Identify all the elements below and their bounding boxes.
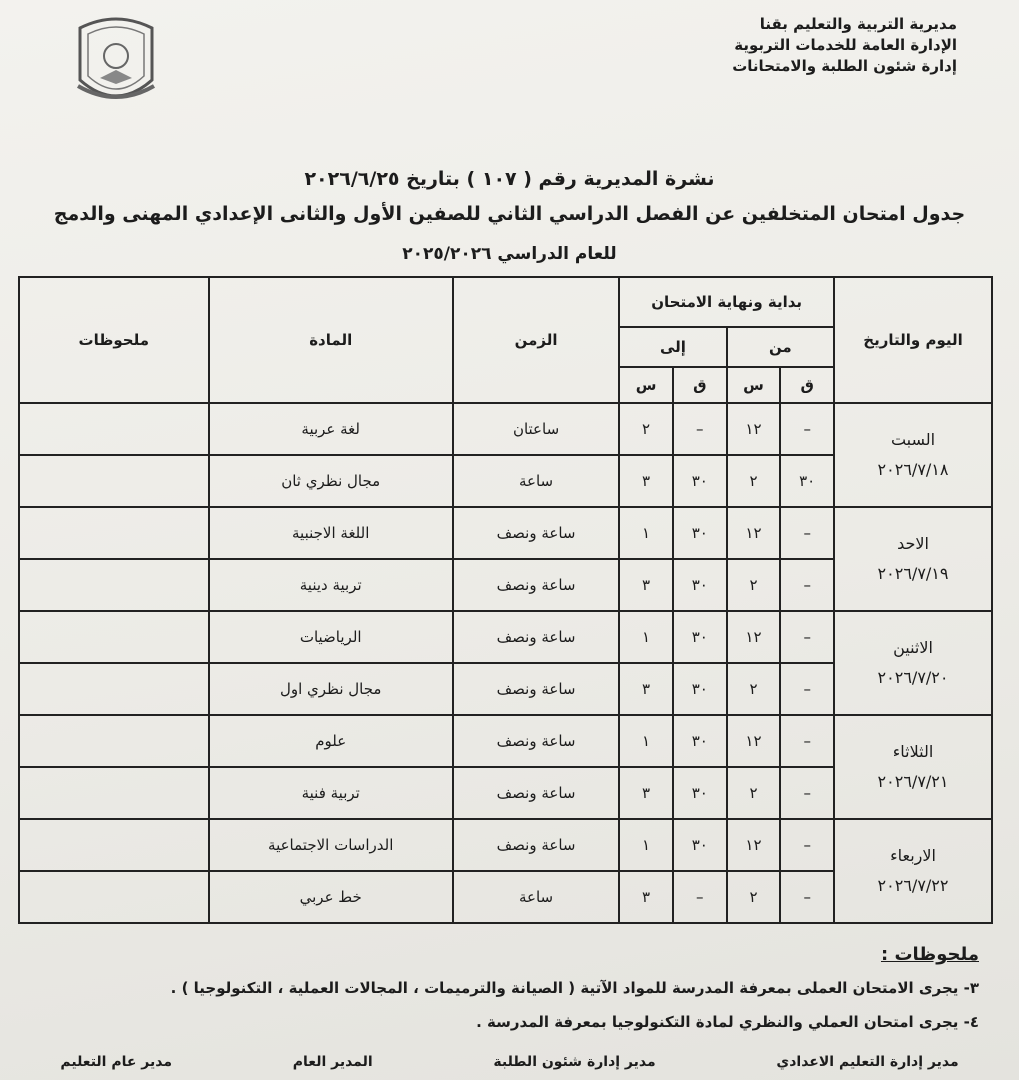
signature-title: المدير العام: [292, 1054, 373, 1070]
to-hour: ٣: [619, 663, 673, 715]
duration: ساعة: [453, 871, 619, 923]
table-row: [19, 819, 992, 871]
from-hour: ١٢: [727, 715, 781, 767]
notes-cell: [19, 767, 209, 819]
duration: ساعة ونصف: [453, 767, 619, 819]
note-item: ٤- يجرى امتحان العملي والنظري لمادة التكنولوجيا بمعرفة المدرسة .: [476, 1013, 979, 1031]
from-minute: –: [780, 663, 834, 715]
notes-cell: [19, 611, 209, 663]
notes-cell: [19, 559, 209, 611]
to-hour: ١: [619, 715, 673, 767]
day-date-cell: [834, 507, 992, 611]
table-row: [19, 507, 992, 559]
duration: ساعة ونصف: [453, 663, 619, 715]
from-minute: –: [780, 715, 834, 767]
subject: اللغة الاجنبية: [209, 507, 453, 559]
subject: الرياضيات: [209, 611, 453, 663]
duration: ساعة ونصف: [453, 819, 619, 871]
subject: تربية فنية: [209, 767, 453, 819]
to-minute: ٣٠: [673, 819, 727, 871]
to-minute: ٣٠: [673, 507, 727, 559]
day-name: السبت: [890, 430, 936, 449]
to-minute: ٣٠: [673, 611, 727, 663]
ministry-emblem-icon: [70, 8, 162, 118]
notes-cell: [19, 507, 209, 559]
from-minute: –: [780, 767, 834, 819]
duration: ساعة ونصف: [453, 559, 619, 611]
to-minute: ٣٠: [673, 715, 727, 767]
header-notes: ملحوظات: [19, 277, 209, 403]
table-row: [19, 715, 992, 767]
notes-cell: [19, 871, 209, 923]
from-hour: ٢: [727, 455, 781, 507]
signature-row: [0, 1054, 1019, 1070]
header-subject: المادة: [209, 277, 453, 403]
subject: تربية دينية: [209, 559, 453, 611]
exam-date: ٢٠٢٦/٧/٢٢: [877, 876, 949, 895]
day-name: الاحد: [897, 534, 929, 553]
signature-title: مدير إدارة شئون الطلبة: [493, 1054, 656, 1070]
from-hour: ١٢: [727, 819, 781, 871]
duration: ساعة ونصف: [453, 507, 619, 559]
header-line: الإدارة العامة للخدمات التربوية: [734, 36, 957, 54]
to-hour: ٣: [619, 767, 673, 819]
header-to: إلى: [619, 327, 726, 367]
header-hour: س: [619, 367, 673, 403]
from-minute: –: [780, 819, 834, 871]
to-minute: –: [673, 871, 727, 923]
signature-title: مدير إدارة التعليم الاعدادي: [776, 1054, 959, 1070]
subject: الدراسات الاجتماعية: [209, 819, 453, 871]
to-hour: ٢: [619, 403, 673, 455]
to-hour: ١: [619, 819, 673, 871]
to-minute: ٣٠: [673, 559, 727, 611]
notes-section: [19, 944, 979, 1047]
header-start-end: بداية ونهاية الامتحان: [619, 277, 834, 327]
subject: علوم: [209, 715, 453, 767]
from-minute: –: [780, 559, 834, 611]
duration: ساعة ونصف: [453, 611, 619, 663]
notes-cell: [19, 663, 209, 715]
notes-cell: [19, 819, 209, 871]
exam-date: ٢٠٢٦/٧/٢١: [877, 772, 949, 791]
exam-schedule-table: [18, 276, 993, 924]
from-minute: –: [780, 611, 834, 663]
exam-date: ٢٠٢٦/٧/١٨: [877, 460, 949, 479]
duration: ساعة: [453, 455, 619, 507]
from-hour: ١٢: [727, 611, 781, 663]
header-minute: ق: [673, 367, 727, 403]
table-row: [19, 403, 992, 455]
day-date-cell: [834, 715, 992, 819]
from-hour: ٢: [727, 559, 781, 611]
from-minute: –: [780, 507, 834, 559]
exam-date: ٢٠٢٦/٧/١٩: [877, 564, 949, 583]
notes-cell: [19, 715, 209, 767]
from-hour: ١٢: [727, 507, 781, 559]
to-minute: –: [673, 403, 727, 455]
header-hour: س: [727, 367, 781, 403]
header-line: إدارة شئون الطلبة والامتحانات: [732, 57, 957, 75]
day-date-cell: [834, 611, 992, 715]
notes-cell: [19, 455, 209, 507]
subject: مجال نظري اول: [209, 663, 453, 715]
day-name: الاربعاء: [890, 846, 936, 865]
from-hour: ١٢: [727, 403, 781, 455]
from-minute: –: [780, 871, 834, 923]
bulletin-title: نشرة المديرية رقم ( ١٠٧ ) بتاريخ ٢٠٢٦/٦/٢٥: [304, 168, 715, 190]
notes-title: ملحوظات :: [880, 944, 979, 965]
to-minute: ٣٠: [673, 455, 727, 507]
to-minute: ٣٠: [673, 767, 727, 819]
subject: لغة عربية: [209, 403, 453, 455]
to-hour: ٣: [619, 455, 673, 507]
from-minute: ٣٠: [780, 455, 834, 507]
from-hour: ٢: [727, 663, 781, 715]
to-minute: ٣٠: [673, 663, 727, 715]
day-date-cell: [834, 403, 992, 507]
duration: ساعتان: [453, 403, 619, 455]
note-item: ٣- يجرى الامتحان العملى بمعرفة المدرسة للمواد الآتية ( الصيانة والترميمات ، المجالات العملية ، التكنولوجيا ) .: [170, 979, 979, 997]
schedule-title: جدول امتحان المتخلفين عن الفصل الدراسي الثاني للصفين الأول والثانى الإعدادي المهنى والدمج: [53, 203, 966, 225]
to-hour: ١: [619, 611, 673, 663]
from-hour: ٢: [727, 767, 781, 819]
to-hour: ١: [619, 507, 673, 559]
day-name: الثلاثاء: [892, 742, 934, 761]
from-minute: –: [780, 403, 834, 455]
header-duration: الزمن: [453, 277, 619, 403]
from-hour: ٢: [727, 871, 781, 923]
header-from: من: [727, 327, 834, 367]
day-name: الاثنين: [893, 638, 933, 657]
header-day-date: اليوم والتاريخ: [834, 277, 992, 403]
subject: مجال نظري ثان: [209, 455, 453, 507]
subject: خط عربي: [209, 871, 453, 923]
notes-cell: [19, 403, 209, 455]
signature-title: مدير عام التعليم: [60, 1054, 173, 1070]
to-hour: ٣: [619, 871, 673, 923]
directorate-header: [732, 14, 957, 77]
academic-year: للعام الدراسي ٢٠٢٥/٢٠٢٦: [402, 244, 617, 264]
day-date-cell: [834, 819, 992, 923]
duration: ساعة ونصف: [453, 715, 619, 767]
header-minute: ق: [780, 367, 834, 403]
to-hour: ٣: [619, 559, 673, 611]
header-line: مديرية التربية والتعليم بقنا: [759, 15, 957, 33]
table-row: [19, 611, 992, 663]
exam-date: ٢٠٢٦/٧/٢٠: [877, 668, 949, 687]
